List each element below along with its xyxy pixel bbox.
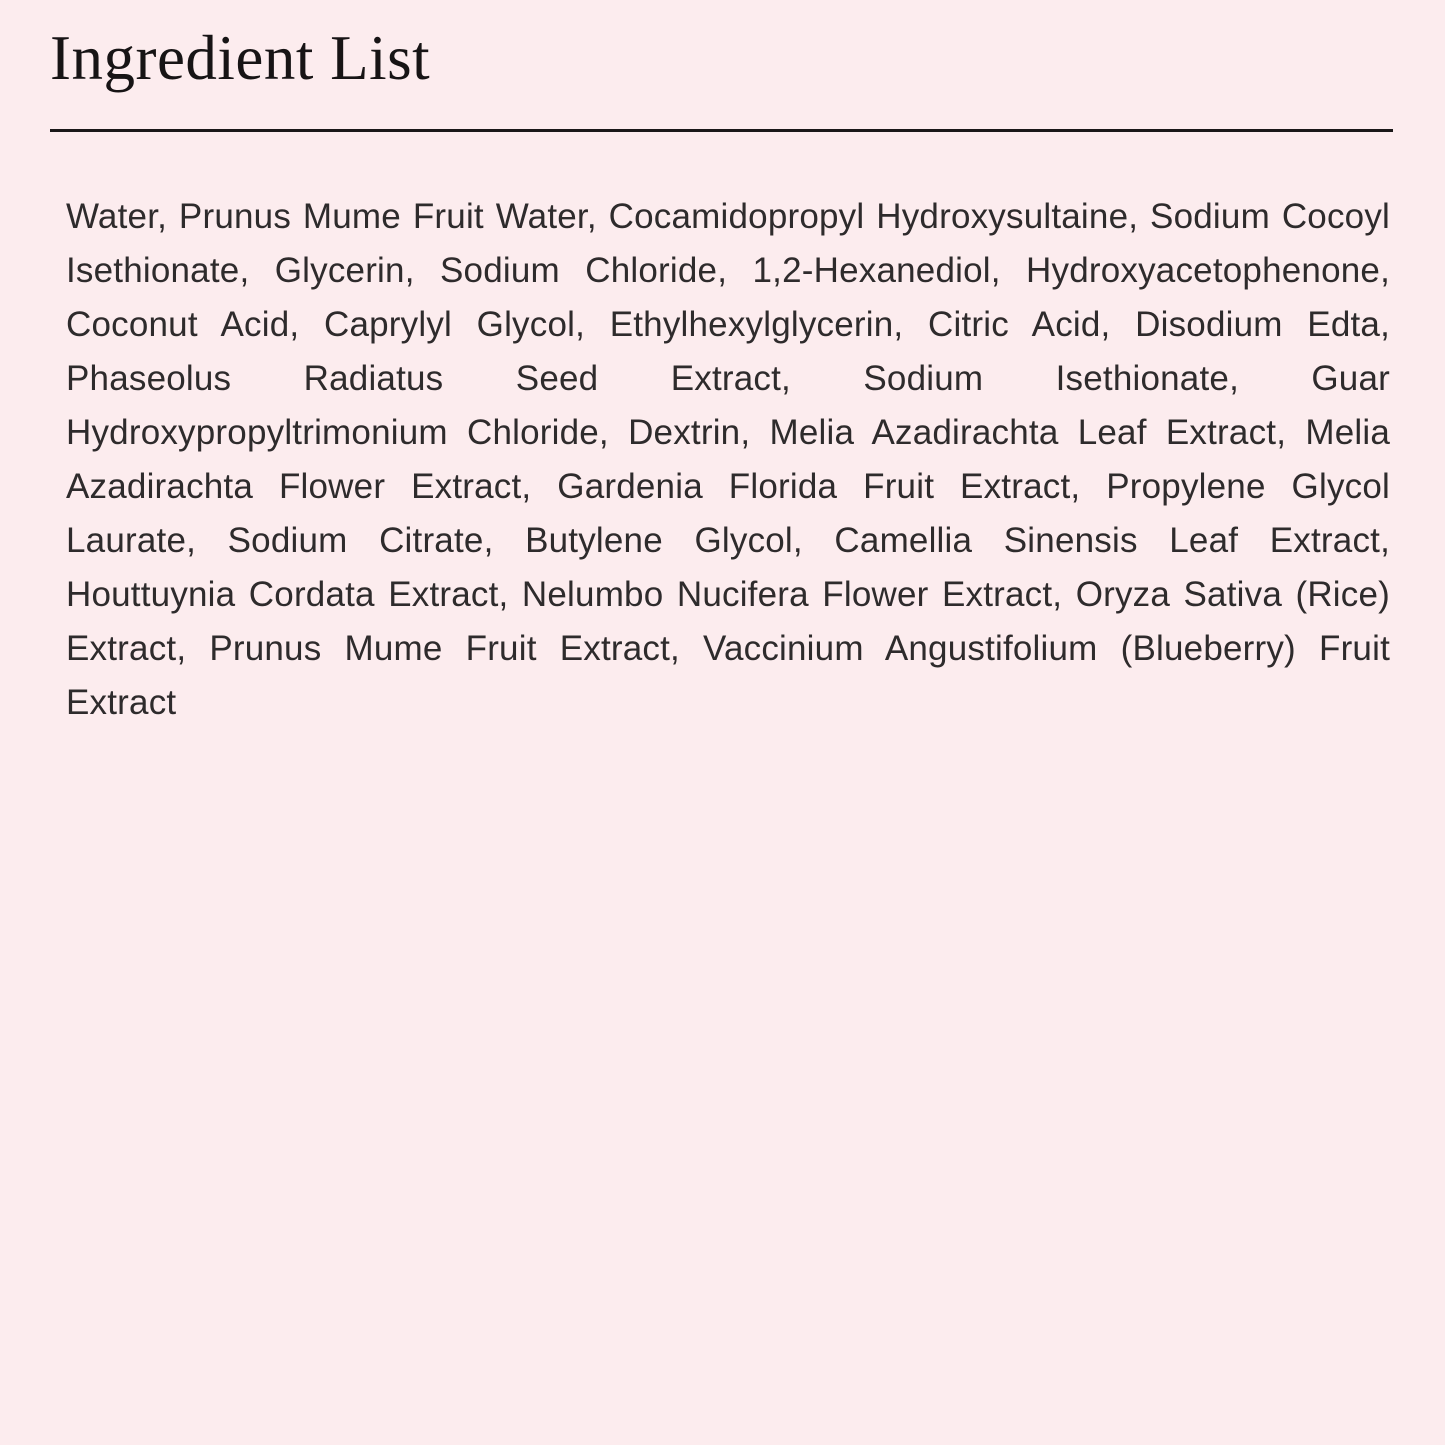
title-divider <box>50 129 1393 132</box>
page-title: Ingredient List <box>50 23 431 93</box>
ingredient-list-text: Water, Prunus Mume Fruit Water, Cocamidopropyl Hydroxysultaine, Sodium Cocoyl Isethionate, Glycerin, Sodium Chloride, 1,2-Hexanediol, Hydroxyacetophenone, Coconut Acid, Caprylyl Glycol, Ethylhexylglycerin, Citric Acid, Disodium Edta, Phaseolus Radiatus Seed Extract, Sodium Isethionate, Guar Hydroxypropyltrimonium Chloride, Dextrin, Melia Azadirachta Leaf Extract, Melia Azadirachta Flower Extract, Gardenia Florida Fruit Extract, Propylene Glycol Laurate, Sodium Citrate, Butylene Glycol, Camellia Sinensis Leaf Extract, Houttuynia Cordata Extract, Nelumbo Nucifera Flower Extract, Oryza Sativa (Rice) Extract, Prunus Mume Fruit Extract, Vaccinium Angustifolium (Blueberry) Fruit Extract <box>66 197 1390 723</box>
